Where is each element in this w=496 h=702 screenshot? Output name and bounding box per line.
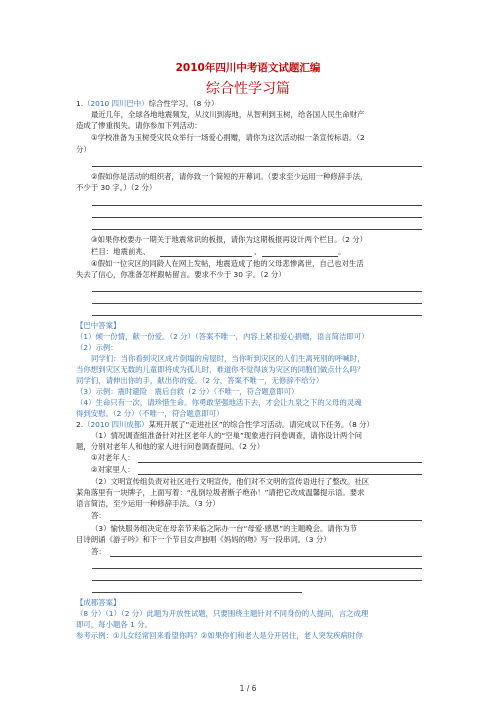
q2-part1-family: ②对家里人： [91,465,135,474]
q1-part3-sep: 、 [254,247,262,256]
q1-part4-cont: 失去了信心，你准备怎样跟帖留言。要求不少于 30 字。（2 分） [76,270,286,279]
q1-part1-cont: 分） [76,145,91,154]
q1-heading: 1.（2010 四川巴中）综合性学习。（8 分） [76,99,219,108]
a2-line: （8 分）（1）（2 分）此题为开放性试题，只要围绕主题针对不同身份的人提问，言之成理 [76,609,369,618]
q1-part1-answer-line[interactable] [92,166,422,167]
q1-part2-answer-line[interactable] [92,229,422,230]
a1-line: 当你想到灾区无数的儿童即将成为孤儿时，难道你不觉得该为灾区的同胞们做点什么吗？ [76,365,365,374]
q1-part3-lanmu: 栏目：地震前兆、 [91,247,151,256]
document-title: 2010年四川中考语文试题汇编 [175,62,321,74]
q1-part4-answer-line[interactable] [92,291,422,292]
q1-part3: ③如果你校要办一期关于地震常识的板报，请你为这期板报再设计两个栏目。（2 分） [91,235,368,244]
q2-part1-old-answer-line[interactable] [138,462,422,463]
q1-part3-blank-1[interactable] [160,256,252,257]
q1-part2: ②假如你是活动的组织者，请你致一个简短的开幕词。（要求至少运用一种修辞手法， [91,172,368,181]
q1-part1: ①学校准备为玉树受灾民众举行一场爱心捐赠，请你为这次活动拟一条宣传标语。（2 [91,133,365,142]
q1-part2-answer-line[interactable] [92,205,422,206]
a1-line: （1）倾一份情，献一份爱。（2 分）（答案不唯一，内容上紧扣爱心捐赠，语言简洁即可） [76,332,369,341]
q1-part4-answer-line[interactable] [92,315,422,316]
q2-part3: （3）愉快服务组决定在母亲节来临之际办一台“母爱·感恩”的主题晚会。请你为节 [91,524,357,533]
a1-tag: 【巴中答案】 [76,321,121,330]
a2-line: 即可，每小题各 1 分。 [76,620,152,629]
a2-tag: 【成都答案】 [76,598,121,607]
q2-part3-cont: 目诗朗诵《游子吟》和下一个节目女声独唱《妈妈的吻》写一段串词。（3 分） [76,535,331,544]
q2-part3-answer-label: 答： [91,547,106,556]
q2-part1: （1）情况调查組准备针对社区老年人的“空巢”现象进行问卷调查，请你设计两个问 [91,431,363,440]
q2-part2-answer-label: 答： [91,511,106,520]
q2-heading: 2.（2010 四川成都）某班开展了“走进社区”的综合性学习活动。请完成以下任务。（8 分） [76,420,374,429]
a1-line: （2）示例： [76,343,118,352]
q2-part2-cont: 某角落里有一块牌子，上面写着：“乱倒垃圾者断子绝孙！”请把它改成温馨提示语。要求 [76,488,365,497]
q1-intro-line: 最近几年，全球各地地震频发，从汶川到海地，从智利到玉树，给各国人民生命财产 [91,110,365,119]
q1-part4: ④假如一位灾区的同龄人在网上发帖，地震造成了他的父母悲惨离世，自己也对生活 [91,259,364,268]
page-number: 1 / 6 [239,684,257,693]
q2-part3-answer-line[interactable] [92,592,302,593]
document-subtitle: 综合性学习篇 [206,81,290,97]
a2-line: 参考示例：①儿女经常回来看望你吗？②如果你们和老人是分开居住，老人突发疾病时你 [76,631,363,640]
q2-part2-answer-line[interactable] [110,520,422,521]
q1-part3-blank-2[interactable] [262,256,338,257]
q2-part3-answer-line[interactable] [110,556,422,557]
q1-part4-answer-line[interactable] [92,303,422,304]
a1-line: 得到安慰。（2 分）（不唯一，符合题意即可） [76,409,224,418]
a1-line: 同学们，请伸出你的手，献出你的爱。（2 分，答案不唯一，无修辞不给分） [76,376,324,385]
q2-part1-cont: 题，分别对老年人和他的家人进行问卷调查提问。（2 分） [76,442,265,451]
q2-part2: （2）文明宣传组负责对社区进行文明宣传。他们对不文明的宣传语进行了整改。社区 [91,477,370,486]
q2-part3-answer-line[interactable] [92,580,422,581]
a1-line: （4）生命只有一次，请珍惜生命。你勇敢坚强地活下去，才会让九泉之下的父母的灵魂 [76,398,362,407]
q1-part2-cont: 不少于 30 字。）（2 分） [76,183,157,192]
q2-part1-old: ①对老年人： [91,453,135,462]
q1-source: （2010 四川巴中） [83,99,149,108]
q2-part1-family-answer-line[interactable] [138,474,422,475]
a1-line: （3）示例：震时避险 震后自救（2 分）（不唯一，符合题意即可） [76,387,299,396]
q2-part3-answer-line[interactable] [92,568,422,569]
a1-line: 同学们：当你看到灾区成片倒塌的房屋时，当你听到灾区的人们生离死别的呼喊时， [91,354,365,363]
q1-part3-end: 。 [338,247,346,256]
q1-part2-answer-line[interactable] [92,217,422,218]
q1-intro-line: 造成了惨重损失。请你参加下列活动： [76,121,202,130]
q2-source: （2010 四川成都） [83,420,149,429]
q2-part2-cont: 语言简洁，至少运用一种修辞手法。（3 分） [76,499,220,508]
